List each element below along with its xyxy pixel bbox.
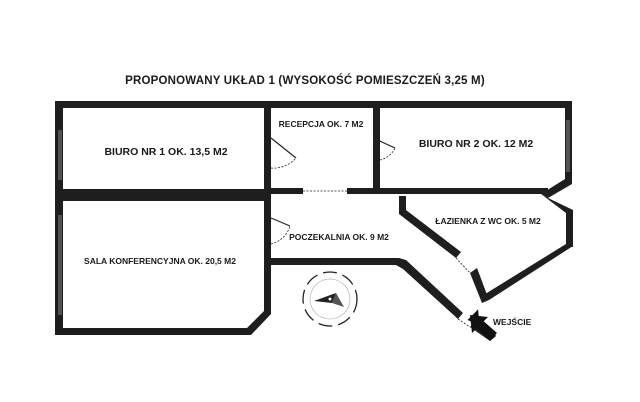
room-label-biuro-2: BIURO NR 2 OK. 12 M2	[418, 138, 534, 150]
room-label-sala: SALA KONFERENCYJNA OK. 20,5 M2	[84, 256, 236, 266]
room-label-lazienka: ŁAZIENKA Z WC OK. 5 M2	[435, 216, 541, 226]
room-label-recepcja: RECEPCJA OK. 7 M2	[278, 119, 364, 129]
plan-title: PROPONOWANY UKŁAD 1 (WYSOKOŚĆ POMIESZCZEŃ 3,25 M)	[125, 75, 485, 87]
entrance-label: WEJŚCIE	[493, 317, 532, 327]
room-label-poczekalnia: POCZEKALNIA OK. 9 M2	[289, 232, 389, 242]
room-label-biuro-1: BIURO NR 1 OK. 13,5 M2	[104, 146, 228, 158]
compass-icon	[303, 272, 357, 326]
